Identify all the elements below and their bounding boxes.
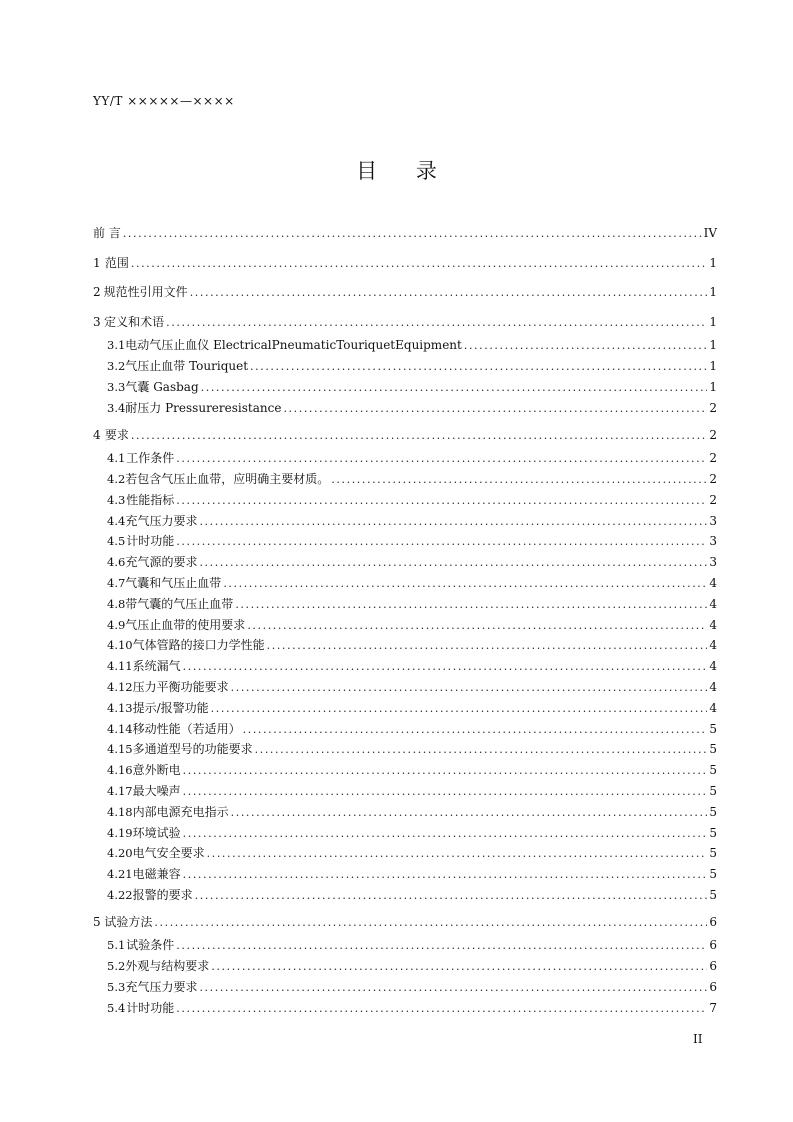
toc-entry-number: 4.7 [107,575,126,590]
toc-entry[interactable] [93,935,717,956]
toc-leader-dots [231,678,708,699]
toc-leader-dots [201,378,708,399]
toc-leader-dots [176,491,707,512]
page-title: 目 录 [356,159,453,183]
toc-entry-label: 试验方法 [104,914,153,929]
toc-entry-page: 6 [709,959,717,974]
toc-entry-number: 3.2 [107,359,126,374]
toc-leader-dots [190,280,708,306]
toc-entry-page: 5 [709,783,717,798]
toc-entry-number: 4.11 [107,659,133,674]
toc-leader-dots [176,449,707,470]
toc-entry-page: 3 [709,555,717,570]
toc-entry-label: 气体管路的接口力学性能 [132,638,265,653]
toc-entry-page: 1 [709,285,717,300]
toc-entry-number: 4.14 [107,721,133,736]
toc-entry-number: 4.22 [107,887,133,902]
toc-entry-number: 5 [93,914,101,929]
toc-entry[interactable] [93,490,717,511]
toc-entry-number: 4 [93,427,101,442]
toc-entry-number: 4.16 [107,763,133,778]
toc-entry[interactable] [93,910,717,936]
toc-entry[interactable] [93,977,717,998]
toc-entry-number: 1 [93,255,101,270]
toc-leader-dots [207,844,708,865]
toc-entry-label: 充气压力要求 [125,513,198,528]
toc-entry-label: 最大噪声 [132,783,181,798]
toc-entry-page: 2 [709,400,717,415]
toc-entry-label: 若包含气压止血带，应明确主要材质。 [125,471,330,486]
toc-entry[interactable] [93,280,717,306]
toc-entry-label: 内部电源充电指示 [132,804,229,819]
toc-entry-label: 前 言 [93,226,121,240]
toc-entry-page: 2 [709,471,717,486]
toc-leader-dots [331,470,707,491]
toc-leader-dots [183,865,708,886]
toc-leader-dots [223,574,707,595]
toc-entry-page: 4 [709,700,717,715]
toc-entry-number: 4.19 [107,825,133,840]
toc-entry-page: 5 [709,763,717,778]
toc-entry-label: 计时功能 [126,1000,175,1015]
toc-entry-number: 5.4 [107,1000,126,1015]
toc-entry[interactable] [93,469,717,490]
toc-entry-page: 4 [709,638,717,653]
toc-entry-page: 5 [709,721,717,736]
toc-leader-dots [250,357,707,378]
toc-entry-label: 外观与结构要求 [125,959,210,974]
toc-entry-number: 4.1 [107,451,126,466]
toc-entry[interactable] [93,398,717,419]
toc-entry-page: IV [703,226,717,240]
toc-entry-number: 4.10 [107,638,133,653]
toc-entry[interactable] [93,552,717,573]
toc-entry-number: 4.15 [107,742,133,757]
toc-entry[interactable] [93,635,717,656]
toc-leader-dots [131,423,707,449]
toc-entry[interactable] [93,615,717,636]
toc-leader-dots [267,636,708,657]
toc-entry-label: 性能指标 [126,492,175,507]
toc-entry-label: 要求 [104,427,129,442]
toc-entry-page: 5 [709,867,717,882]
toc-entry[interactable] [93,573,717,594]
toc-leader-dots [247,616,707,637]
toc-entry-page: 4 [709,679,717,694]
toc-entry-label: 压力平衡功能要求 [132,679,229,694]
toc-entry[interactable] [93,356,717,377]
toc-entry[interactable] [93,531,717,552]
toc-entry-number: 4.13 [107,700,133,715]
toc-entry-number: 4.17 [107,783,133,798]
toc-entry-label: 计时功能 [126,534,175,549]
toc-entry-page: 1 [709,379,717,394]
toc-entry-number: 4.12 [107,679,133,694]
toc-entry-label: 充气压力要求 [125,979,198,994]
document-code-header: YY/T ×××××—×××× [93,94,235,108]
toc-entry-label: 报警的要求 [132,887,193,902]
toc-leader-dots [195,886,708,907]
toc-entry[interactable] [93,998,717,1019]
toc-entry-page: 1 [709,314,717,329]
toc-leader-dots [255,740,708,761]
toc-leader-dots [176,532,707,553]
toc-entry-label: 提示/报警功能 [132,700,209,715]
toc-entry-label: 定义和术语 [104,314,165,329]
toc-entry-page: 4 [709,617,717,632]
toc-entry-page: 2 [709,427,717,442]
toc-entry[interactable] [93,677,717,698]
toc-entry[interactable] [93,251,717,277]
toc-entry-label: 带气囊的气压止血带 [125,596,234,611]
toc-entry[interactable] [93,843,717,864]
toc-leader-dots [123,221,702,247]
toc-entry[interactable] [93,781,717,802]
toc-leader-dots [199,512,707,533]
toc-entry-label: 气压止血带的使用要求 [125,617,246,632]
toc-entry-label: 工作条件 [126,451,175,466]
toc-entry-label: 意外断电 [132,763,181,778]
toc-entry[interactable] [93,719,717,740]
toc-entry[interactable] [93,594,717,615]
toc-entry-page: 6 [709,914,717,929]
toc-entry-page: 1 [709,359,717,374]
toc-entry-number: 4.2 [107,471,126,486]
toc-entry-page: 3 [709,534,717,549]
toc-entry-number: 3.4 [107,400,126,415]
toc-leader-dots [131,251,707,277]
toc-leader-dots [183,782,708,803]
toc-entry-page: 2 [709,451,717,466]
toc-entry-number: 4.9 [107,617,126,632]
toc-entry-number: 5.3 [107,979,126,994]
table-of-contents [93,221,717,1018]
toc-entry[interactable] [93,739,717,760]
toc-entry-number: 4.20 [107,846,133,861]
toc-entry-label: 电气安全要求 [132,846,205,861]
toc-leader-dots [283,399,707,420]
toc-entry-number: 3.3 [107,379,126,394]
toc-entry-number: 4.3 [107,492,126,507]
toc-entry-number: 5.2 [107,959,126,974]
toc-entry-number: 4.18 [107,804,133,819]
toc-entry-page: 4 [709,659,717,674]
toc-entry-number: 4.6 [107,555,126,570]
toc-entry[interactable] [93,823,717,844]
toc-leader-dots [231,803,708,824]
toc-entry[interactable] [93,760,717,781]
toc-leader-dots [199,978,707,999]
toc-entry[interactable] [93,448,717,469]
toc-entry[interactable] [93,377,717,398]
toc-entry[interactable] [93,310,717,336]
toc-entry-page: 6 [709,979,717,994]
toc-leader-dots [211,957,707,978]
toc-leader-dots [211,699,708,720]
toc-leader-dots [183,657,708,678]
toc-entry-number: 5.1 [107,938,126,953]
toc-entry-page: 7 [709,1000,717,1015]
toc-leader-dots [154,910,707,936]
toc-entry[interactable] [93,802,717,823]
toc-leader-dots [183,761,708,782]
toc-entry[interactable] [93,885,717,906]
toc-entry[interactable] [93,656,717,677]
toc-entry-page: 5 [709,846,717,861]
toc-entry-label: 充气源的要求 [125,555,198,570]
page-number: II [693,1032,703,1046]
toc-entry-page: 5 [709,742,717,757]
toc-entry-label: 环境试验 [132,825,181,840]
toc-leader-dots [176,999,707,1020]
toc-entry-number: 4.4 [107,513,126,528]
toc-entry-page: 6 [709,938,717,953]
toc-entry[interactable] [93,698,717,719]
toc-entry-label: 耐压力 Pressureresistance [125,400,282,415]
toc-leader-dots [243,720,708,741]
toc-entry-number: 4.5 [107,534,126,549]
toc-entry[interactable] [93,864,717,885]
toc-entry-page: 3 [709,513,717,528]
toc-entry-page: 5 [709,804,717,819]
toc-entry-number: 4.21 [107,867,133,882]
toc-entry[interactable] [93,511,717,532]
toc-entry-page: 2 [709,492,717,507]
toc-entry-label: 电磁兼容 [132,867,181,882]
toc-entry-number: 3 [93,314,101,329]
toc-leader-dots [235,595,707,616]
toc-leader-dots [199,553,707,574]
toc-entry-page: 1 [709,338,717,353]
toc-leader-dots [176,936,707,957]
toc-entry-label: 系统漏气 [132,659,181,674]
toc-entry-number: 2 [93,285,101,300]
toc-entry-page: 5 [709,825,717,840]
toc-entry-page: 4 [709,575,717,590]
toc-entry-label: 电动气压止血仪 ElectricalPneumaticTouriquetEquipment [125,338,462,353]
toc-entry[interactable] [93,221,717,247]
toc-entry-number: 4.8 [107,596,126,611]
toc-entry-label: 气囊和气压止血带 [125,575,222,590]
toc-leader-dots [166,310,707,336]
toc-leader-dots [183,824,708,845]
toc-entry-label: 范围 [104,255,129,270]
toc-entry-label: 试验条件 [126,938,175,953]
toc-entry-number: 3.1 [107,338,126,353]
toc-entry-label: 气压止血带 Touriquet [125,359,249,374]
toc-entry-page: 4 [709,596,717,611]
toc-entry-page: 1 [709,255,717,270]
toc-entry-label: 移动性能（若适用） [132,721,241,736]
toc-entry-label: 多通道型号的功能要求 [132,742,253,757]
toc-leader-dots [464,336,708,357]
toc-entry[interactable] [93,423,717,449]
toc-entry-label: 气囊 Gasbag [125,379,199,394]
toc-entry[interactable] [93,335,717,356]
toc-entry-page: 5 [709,887,717,902]
toc-entry[interactable] [93,956,717,977]
toc-entry-label: 规范性引用文件 [103,285,188,300]
